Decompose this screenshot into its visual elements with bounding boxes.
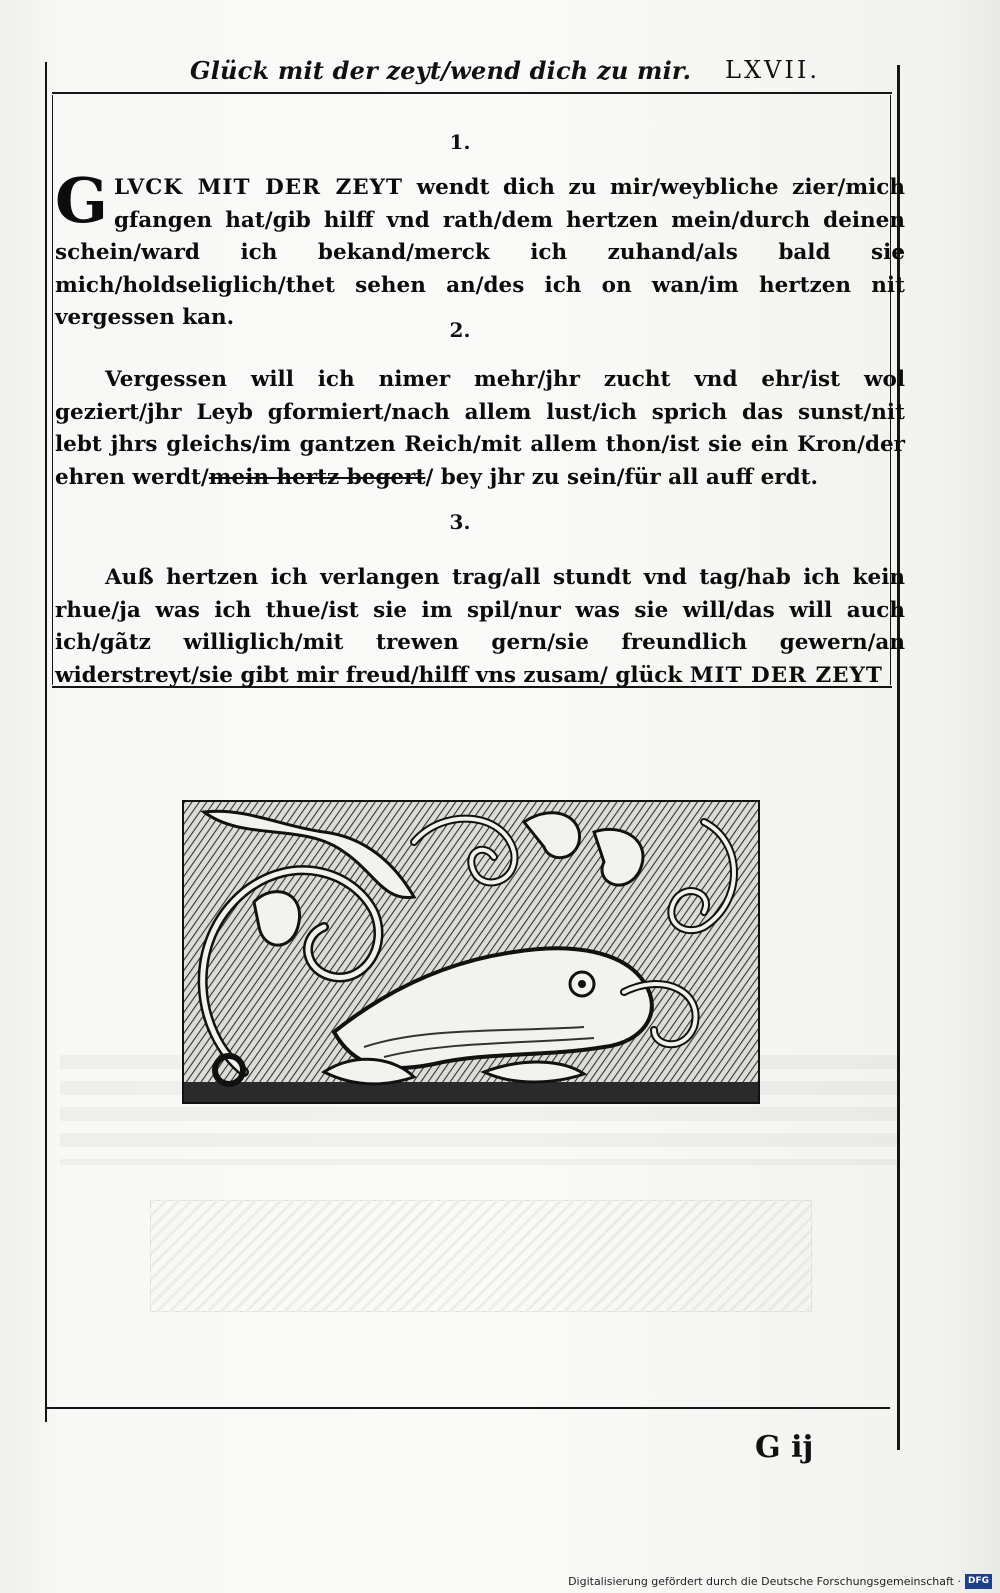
decorated-initial: G (55, 164, 108, 237)
stanza-2 (55, 364, 905, 494)
stanza-2-text-a: Vergessen will ich nimer mehr/jhr zucht vnd ehr/ist wol geziert/jhr Leyb gformiert/nach allem lust/ich sprich das sunst/nit lebt jhrs gleichs/im gantzen Reich/mit allem thon/ist sie ein Kron/der ehren werdt/ (55, 367, 905, 490)
frame-left-rule (45, 62, 47, 1422)
stanza-3-caps: MIT DER ZEYT (689, 662, 883, 688)
woodcut-dolphin-ornament (182, 800, 760, 1104)
stanza-2-text-b: / bey jhr zu sein/für all auff erdt. (425, 464, 819, 490)
header-rule (52, 92, 892, 94)
text-box-left-rule (52, 95, 53, 685)
signature-mark: G ij (755, 1430, 814, 1465)
bleed-through-woodcut (150, 1200, 812, 1312)
running-head-title: Glück mit der zeyt/wend dich zu mir. (190, 56, 692, 85)
stanza-1 (55, 164, 905, 335)
stanza-1-caps: LVCK MIT DER ZEYT (113, 175, 403, 200)
stanza-number-1: 1. (449, 130, 471, 154)
stanza-3 (55, 562, 905, 692)
footer-text: Digitalisierung gefördert durch die Deutsche Forschungsgemeinschaft · (568, 1574, 961, 1588)
stanza-number-3: 3. (449, 510, 471, 534)
dfg-logo-icon: DFG (965, 1574, 992, 1589)
folio-number: LXVII. (725, 56, 820, 84)
stanza-2-struck-text: mein hertz begert (208, 464, 426, 490)
stanza-number-2: 2. (449, 318, 471, 342)
stanza-3-text: Auß hertzen ich verlangen trag/all stundt vnd tag/hab ich kein rhue/ja was ich thue/ist sie im spil/nur was sie will/das will auch ich/gãtz williglich/mit trewen gern/sie freundlich gewern/an widerstreyt/sie gibt mir freud/hilff vns zusam/ glück (55, 565, 905, 688)
woodcut-illustration (184, 802, 758, 1102)
page-bottom-rule (45, 1407, 890, 1409)
digitization-footer (568, 1572, 992, 1590)
stanza-1-text: wendt dich zu mir/weybliche zier/mich gfangen hat/gib hilff vnd rath/dem hertzen mein/durch deinen schein/ward ich bekand/merck ich zuhand/als bald sie mich/holdseliglich/thet sehen an/des ich on wan/im hertzen nit vergessen kan. (55, 175, 905, 330)
